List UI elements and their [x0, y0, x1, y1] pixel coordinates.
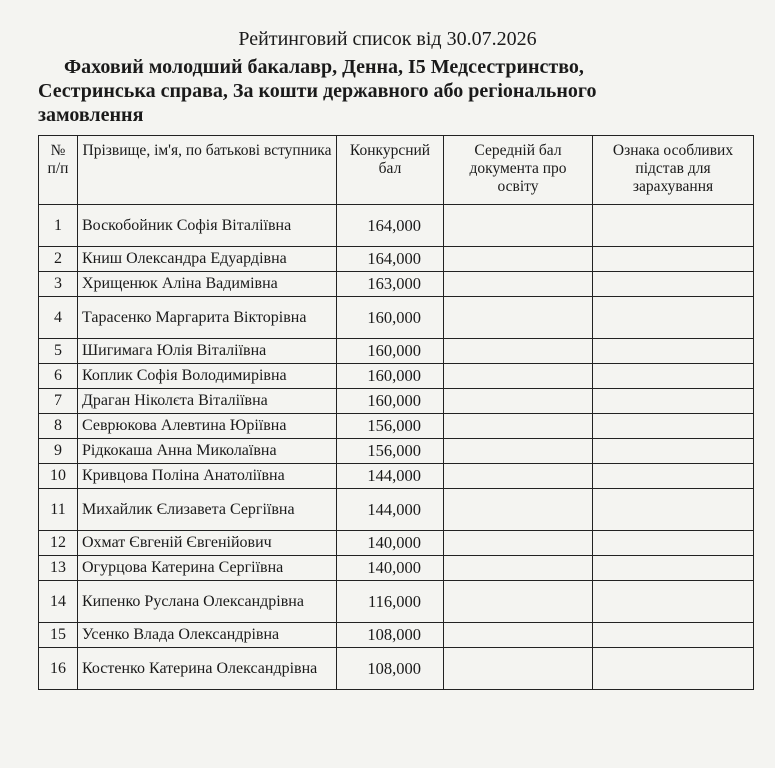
cell-special — [593, 623, 754, 648]
header-num: № п/п — [39, 136, 78, 205]
header-special: Ознака особливих підстав для зарахування — [593, 136, 754, 205]
heading-line-2: Сестринська справа, За кошти державного або регіонального — [38, 80, 597, 102]
cell-name: Охмат Євгеній Євгенійович — [78, 531, 337, 556]
table-body — [39, 205, 754, 690]
document-date-title: Рейтинговий список від 30.07.2026 — [238, 28, 537, 50]
cell-name: Огурцова Катерина Сергіївна — [78, 556, 337, 581]
cell-num: 3 — [39, 272, 78, 297]
cell-avg — [444, 531, 593, 556]
table-row — [39, 581, 754, 623]
cell-num: 5 — [39, 339, 78, 364]
cell-score: 144,000 — [337, 489, 444, 531]
cell-special — [593, 648, 754, 690]
cell-score: 108,000 — [337, 648, 444, 690]
cell-avg — [444, 389, 593, 414]
cell-num: 9 — [39, 439, 78, 464]
cell-name: Усенко Влада Олександрівна — [78, 623, 337, 648]
cell-special — [593, 464, 754, 489]
cell-score: 156,000 — [337, 439, 444, 464]
cell-name: Севрюкова Алевтина Юріївна — [78, 414, 337, 439]
table-row — [39, 364, 754, 389]
table-row — [39, 272, 754, 297]
cell-avg — [444, 489, 593, 531]
cell-score: 144,000 — [337, 464, 444, 489]
cell-special — [593, 489, 754, 531]
cell-avg — [444, 581, 593, 623]
cell-num: 1 — [39, 205, 78, 247]
table-row — [39, 623, 754, 648]
cell-avg — [444, 648, 593, 690]
cell-special — [593, 389, 754, 414]
cell-score: 160,000 — [337, 297, 444, 339]
cell-avg — [444, 623, 593, 648]
table-row — [39, 489, 754, 531]
table-row — [39, 389, 754, 414]
cell-avg — [444, 297, 593, 339]
cell-name: Тарасенко Маргарита Вікторівна — [78, 297, 337, 339]
table-row — [39, 439, 754, 464]
cell-score: 160,000 — [337, 389, 444, 414]
cell-score: 163,000 — [337, 272, 444, 297]
table-row — [39, 205, 754, 247]
cell-special — [593, 364, 754, 389]
document-heading — [38, 55, 758, 127]
table-row — [39, 556, 754, 581]
cell-avg — [444, 464, 593, 489]
cell-special — [593, 556, 754, 581]
cell-special — [593, 339, 754, 364]
cell-avg — [444, 205, 593, 247]
header-avg: Середній бал документа про освіту — [444, 136, 593, 205]
cell-avg — [444, 439, 593, 464]
cell-score: 160,000 — [337, 339, 444, 364]
table-row — [39, 648, 754, 690]
cell-score: 164,000 — [337, 247, 444, 272]
cell-num: 16 — [39, 648, 78, 690]
table-row — [39, 464, 754, 489]
cell-name: Рідкокаша Анна Миколаївна — [78, 439, 337, 464]
table-header-row — [39, 136, 754, 205]
cell-num: 13 — [39, 556, 78, 581]
table-row — [39, 339, 754, 364]
cell-name: Кипенко Руслана Олександрівна — [78, 581, 337, 623]
cell-special — [593, 272, 754, 297]
cell-num: 6 — [39, 364, 78, 389]
cell-special — [593, 531, 754, 556]
cell-score: 108,000 — [337, 623, 444, 648]
cell-special — [593, 439, 754, 464]
table-row — [39, 414, 754, 439]
cell-avg — [444, 272, 593, 297]
cell-special — [593, 414, 754, 439]
cell-score: 116,000 — [337, 581, 444, 623]
cell-special — [593, 581, 754, 623]
heading-line-3: замовлення — [38, 104, 144, 126]
cell-name: Коплик Софія Володимирівна — [78, 364, 337, 389]
table-row — [39, 531, 754, 556]
cell-name: Книш Олександра Едуардівна — [78, 247, 337, 272]
cell-avg — [444, 339, 593, 364]
cell-num: 11 — [39, 489, 78, 531]
cell-num: 12 — [39, 531, 78, 556]
cell-num: 14 — [39, 581, 78, 623]
cell-score: 160,000 — [337, 364, 444, 389]
cell-score: 156,000 — [337, 414, 444, 439]
cell-num: 4 — [39, 297, 78, 339]
cell-special — [593, 247, 754, 272]
cell-special — [593, 297, 754, 339]
cell-num: 15 — [39, 623, 78, 648]
cell-special — [593, 205, 754, 247]
cell-score: 140,000 — [337, 556, 444, 581]
cell-avg — [444, 556, 593, 581]
cell-name: Михайлик Єлизавета Сергіївна — [78, 489, 337, 531]
cell-avg — [444, 364, 593, 389]
table-row — [39, 247, 754, 272]
rating-table — [38, 135, 754, 690]
cell-name: Хрищенюк Аліна Вадимівна — [78, 272, 337, 297]
cell-num: 7 — [39, 389, 78, 414]
cell-avg — [444, 414, 593, 439]
cell-score: 164,000 — [337, 205, 444, 247]
cell-name: Шигимага Юлія Віталіївна — [78, 339, 337, 364]
heading-line-1: Фаховий молодший бакалавр, Денна, І5 Медсестринство, — [64, 56, 584, 78]
header-score: Конкурсний бал — [337, 136, 444, 205]
table-row — [39, 297, 754, 339]
cell-name: Драган Ніколєта Віталіївна — [78, 389, 337, 414]
cell-score: 140,000 — [337, 531, 444, 556]
cell-avg — [444, 247, 593, 272]
cell-num: 8 — [39, 414, 78, 439]
cell-num: 2 — [39, 247, 78, 272]
cell-name: Воскобойник Софія Віталіївна — [78, 205, 337, 247]
cell-num: 10 — [39, 464, 78, 489]
cell-name: Костенко Катерина Олександрівна — [78, 648, 337, 690]
header-name: Прізвище, ім'я, по батькові вступника — [78, 136, 337, 205]
cell-name: Кривцова Поліна Анатоліївна — [78, 464, 337, 489]
